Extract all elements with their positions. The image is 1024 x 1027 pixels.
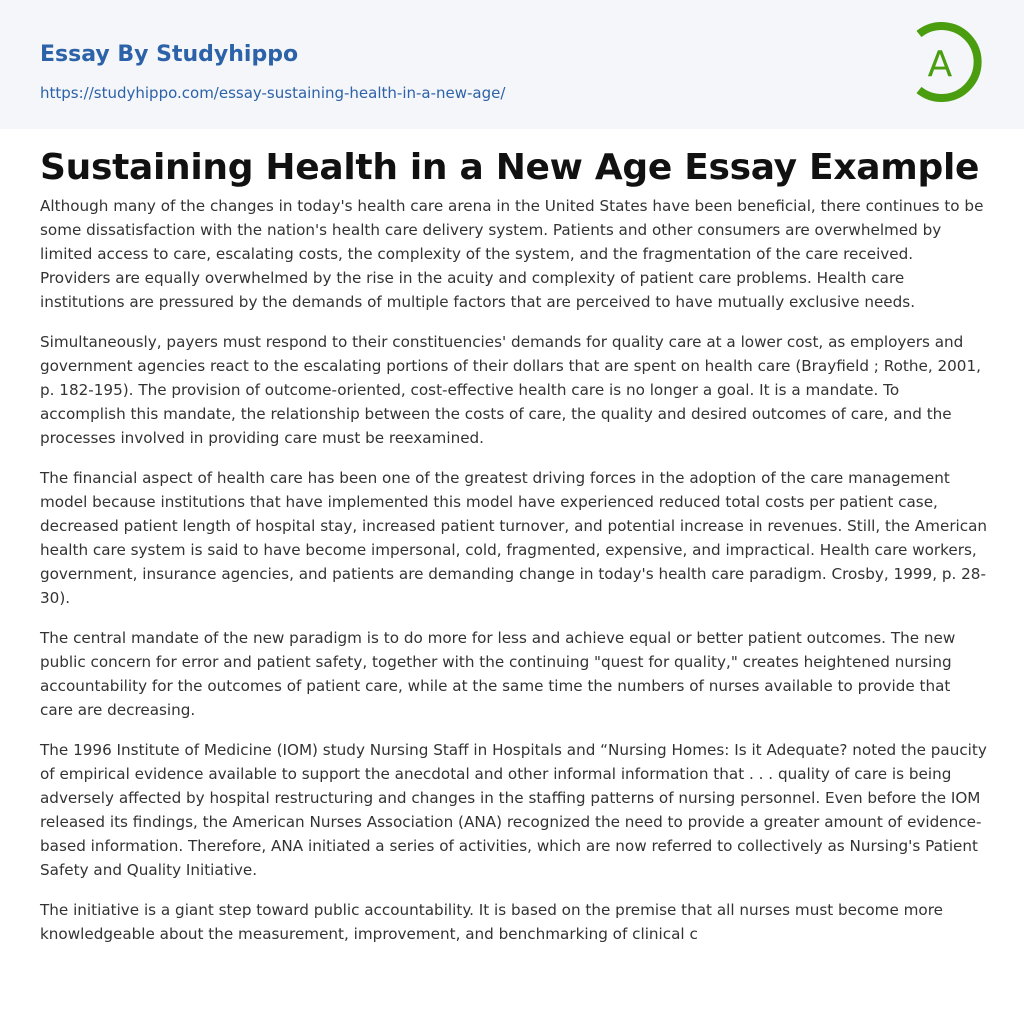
paragraph: The central mandate of the new paradigm is to do more for less and achieve equal or better patient outcomes. The new public concern for error and patient safety, together with the continuing "quest for quality," creates heightened nursing accountability for the outcomes of patient care, while at the same time the numbers of nurses available to provide that care are decreasing.: [40, 629, 956, 719]
brand-title: Essay By Studyhippo: [40, 42, 299, 67]
logo-letter: A: [927, 44, 953, 85]
paragraph: The 1996 Institute of Medicine (IOM) study Nursing Staff in Hospitals and “Nursing Homes: Is it Adequate? noted the paucity of empirical evidence available to support the anecdotal and other informal information that . . . quality of care is being adversely affected by hospital restructuring and changes in the staffing patterns of nursing personnel. Even before the IOM released its findings, the American Nurses Association (ANA) recognized the need to provide a greater amount of evidence-based information. Therefore, ANA initiated a series of activities, which are now referred to collectively as Nursing's Patient Safety and Quality Initiative.: [40, 741, 987, 879]
paragraph: The initiative is a giant step toward public accountability. It is based on the premise that all nurses must become more knowledgeable about the measurement, improvement, and benchmarking of clinical c: [40, 901, 943, 943]
paragraph: The financial aspect of health care has been one of the greatest driving forces in the adoption of the care management model because institutions that have implemented this model have experienced reduced total costs per patient case, decreased patient length of hospital stay, increased patient turnover, and potential increase in revenues. Still, the American health care system is said to have become impersonal, cold, fragmented, expensive, and impractical. Health care workers, government, insurance agencies, and patients are demanding change in today's health care paradigm. Crosby, 1999, p. 28-30).: [40, 469, 988, 607]
essay-url-link[interactable]: https://studyhippo.com/essay-sustaining-health-in-a-new-age/: [40, 84, 506, 102]
page-title: Sustaining Health in a New Age Essay Example: [40, 147, 980, 188]
paragraph: Although many of the changes in today's health care arena in the United States have been beneficial, there continues to be some dissatisfaction with the nation's health care delivery system. Patients and other consumers are overwhelmed by limited access to care, escalating costs, the complexity of the system, and the fragmentation of the care received. Providers are equally overwhelmed by the rise in the acuity and complexity of patient care problems. Health care institutions are pressured by the demands of multiple factors that are perceived to have mutually exclusive needs.: [40, 197, 984, 311]
paragraph: Simultaneously, payers must respond to their constituencies' demands for quality care at a lower cost, as employers and government agencies react to the escalating portions of their dollars that are spent on health care (Brayfield ; Rothe, 2001, p. 182-195). The provision of outcome-oriented, cost-effective health care is no longer a goal. It is a mandate. To accomplish this mandate, the relationship between the costs of care, the quality and desired outcomes of care, and the processes involved in providing care must be reexamined.: [40, 333, 981, 447]
essay-body: [40, 194, 988, 962]
